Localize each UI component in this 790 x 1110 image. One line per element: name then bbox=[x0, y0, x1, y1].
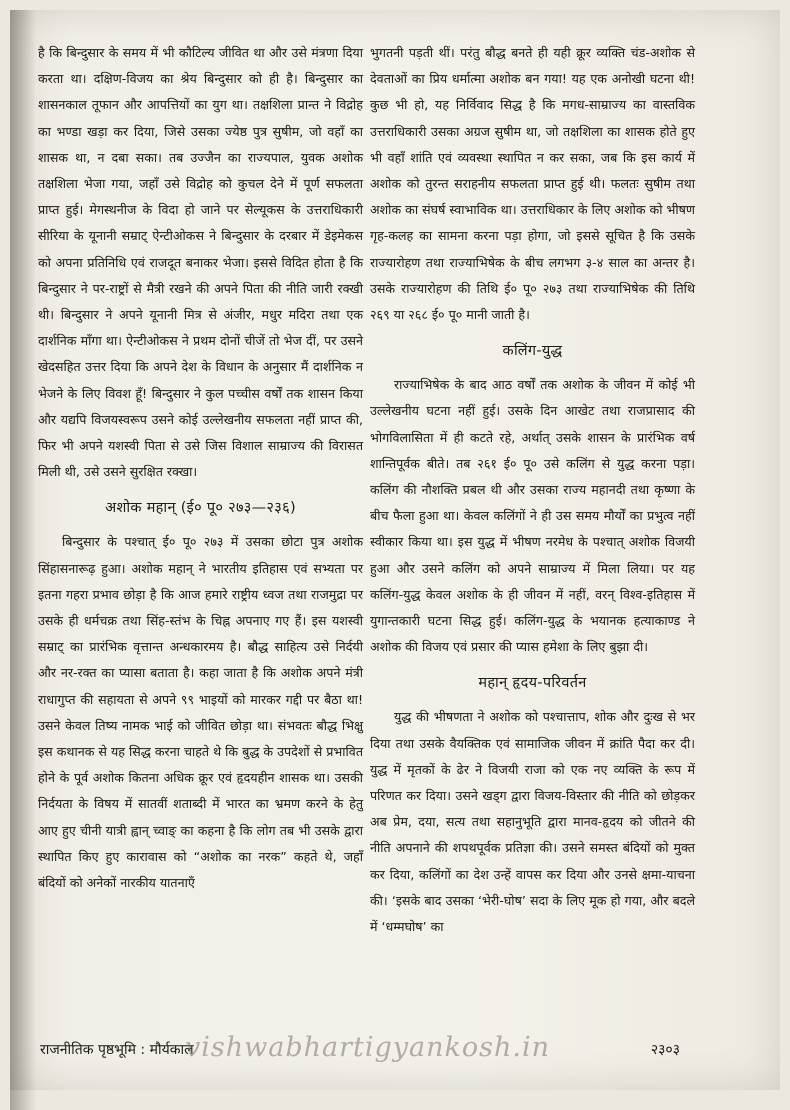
watermark: vishwabhartigyankosh.in bbox=[185, 1032, 550, 1063]
right-column bbox=[370, 40, 695, 940]
right-paragraph-3: युद्ध की भीषणता ने अशोक को पश्चात्ताप, शोक और दुःख से भर दिया तथा उसके वैयक्तिक एवं सामाजिक जीवन में क्रांति पैदा कर दी। युद्ध में मृतकों के ढेर ने विजयी राजा को एक नए व्यक्ति के रूप में परिणत कर दिया। उसने खड्ग द्वारा विजय-विस्तार की नीति को छोड़कर अब प्रेम, दया, सत्य तथा सहानुभूति द्वारा मानव-हृदय को जीतने की नीति अपनाने की शपथपूर्वक प्रतिज्ञा की। उसने समस्त बंदियों को मुक्त कर दिया, कलिंगों का देश उन्हें वापस कर दिया और उनसे क्षमा-याचना की। ‘इसके बाद उसका ‘भेरी-घोष’ सदा के लिए मूक हो गया, और बदले में ‘धम्मघोष’ का bbox=[370, 709, 695, 935]
right-paragraph-2: राज्याभिषेक के बाद आठ वर्षों तक अशोक के जीवन में कोई भी उल्लेखनीय घटना नहीं हुई। उसके दिन आखेट तथा राजप्रासाद की भोगविलासिता में ही कटते रहे, अर्थात् उसके शासन के प्रारंभिक वर्ष शान्तिपूर्वक बीते। तब २६१ ई० पू० उसे कलिंग से युद्ध करना पड़ा। कलिंग की नौशक्ति प्रबल थी और उसका राज्य महानदी तथा कृष्णा के बीच फैला हुआ था। केवल कलिंगों ने ही उस समय मौर्यों का प्रभुत्व नहीं स्वीकार किया था। इस युद्ध में भीषण नरमेध के पश्चात् अशोक विजयी हुआ और उसने कलिंग को अपने साम्राज्य में मिला लिया। पर यह कलिंग-युद्ध केवल अशोक के ही जीवन में नहीं, वरन् विश्व-इतिहास में युगान्तकारी घटना सिद्ध हुई। कलिंग-युद्ध के भयानक हत्याकाण्ड ने अशोक की विजय एवं प्रसार की प्यास हमेशा के लिए बुझा दी। bbox=[370, 377, 695, 655]
right-paragraph-1: भुगतनी पड़ती थीं। परंतु बौद्ध बनते ही यही क्रूर व्यक्ति चंड-अशोक से देवताओं का प्रिय धर्मात्मा अशोक बन गया! यह एक अनोखी घटना थी! कुछ भी हो, यह निर्विवाद सिद्ध है कि मगध-साम्राज्य का वास्तविक उत्तराधिकारी उसका अग्रज सुषीम था, जो तक्षशिला का शासक होते हुए भी वहाँ शांति एवं व्यवस्था स्थापित न कर सका, जब कि इस कार्य में अशोक को तुरन्त सराहनीय सफलता प्राप्त हुई थी। फलतः सुषीम तथा अशोक का संघर्ष स्वाभाविक था। उत्तराधिकार के लिए अशोक को भीषण गृह-कलह का सामना करना पड़ा होगा, जो इससे सूचित है कि उसके राज्यारोहण तथा राज्याभिषेक के बीच लगभग ३-४ साल का अन्तर है। उसके राज्यारोहण की तिथि ई० पू० २७३ तथा राज्याभिषेक की तिथि २६९ या २६८ ई० पू० मानी जाती है। bbox=[370, 45, 695, 323]
section-heading-kalinga: कलिंग-युद्ध bbox=[502, 343, 563, 360]
section-heading-ashoka: अशोक महान् (ई० पू० २७३—२३६) bbox=[105, 500, 296, 517]
left-paragraph-1: है कि बिन्दुसार के समय में भी कौटिल्य जीवित था और उसे मंत्रणा दिया करता था। दक्षिण-विजय का श्रेय बिन्दुसार को ही है। बिन्दुसार का शासनकाल तूफान और आपत्तियों का युग था। तक्षशिला प्रान्त ने विद्रोह का भण्डा खड़ा कर दिया, जिसे उसका ज्येष्ठ पुत्र सुषीम, जो वहाँ का शासक था, न दबा सका। तब उज्जैन का राज्यपाल, युवक अशोक तक्षशिला भेजा गया, जहाँ उसे विद्रोह को कुचल देने में पूर्ण सफलता प्राप्त हुई। मेगस्थनीज के विदा हो जाने पर सेल्यूकस के उत्तराधिकारी सीरिया के यूनानी सम्राट् ऐन्टीओकस ने बिन्दुसार के दरबार में डेइमेकस को अपना प्रतिनिधि एवं राजदूत बनाकर भेजा। इससे विदित होता है कि बिन्दुसार ने पर-राष्ट्रों से मैत्री रखने की अपने पिता की नीति जारी रक्खी थी। बिन्दुसार ने अपने यूनानी मित्र से अंजीर, मधुर मदिरा तथा एक दार्शनिक माँगा था। ऐन्टीओकस ने प्रथम दोनों चीजें तो भेज दीं, पर उसने खेदसहित उत्तर दिया कि अपने देश के विधान के अनुसार मैं दार्शनिक न भेजने के लिए विवश हूँ! बिन्दुसार ने कुल पच्चीस वर्षों तक शासन किया और यद्यपि विजयस्वरूप उसने कोई उल्लेखनीय सफलता नहीं प्राप्त की, फिर भी अपने यशस्वी पिता से उसे जिस विशाल साम्राज्य की विरासत मिली थी, उसे उसने सुरक्षित रक्खा। bbox=[38, 45, 363, 480]
page-number: २३०३ bbox=[650, 1042, 680, 1058]
running-head: राजनीतिक पृष्ठभूमि : मौर्यकाल bbox=[40, 1042, 194, 1058]
gutter-shadow bbox=[10, 10, 36, 1110]
left-column bbox=[38, 40, 363, 896]
section-heading-transformation: महान् हृदय-परिवर्तन bbox=[478, 675, 587, 692]
book-page bbox=[10, 10, 780, 1090]
left-paragraph-2: बिन्दुसार के पश्चात् ई० पू० २७३ में उसका छोटा पुत्र अशोक सिंहासनारूढ़ हुआ। अशोक महान् ने भारतीय इतिहास एवं सभ्यता पर इतना गहरा प्रभाव छोड़ा है कि आज हमारे राष्ट्रीय ध्वज तथा राजमुद्रा पर उसके ही धर्मचक्र तथा सिंह-स्तंभ के चिह्न अपनाए गए हैं। इस यशस्वी सम्राट् का प्रारंभिक वृत्तान्त अन्धकारमय है। बौद्ध साहित्य उसे निर्दयी और नर-रक्त का प्यासा बताता है। कहा जाता है कि अशोक अपने मंत्री राधागुप्त की सहायता से अपने ९९ भाइयों को मारकर गद्दी पर बैठा था! उसने केवल तिष्य नामक भाई को जीवित छोड़ा था। संभवतः बौद्ध भिक्षु इस कथानक से यह सिद्ध करना चाहते थे कि बुद्ध के उपदेशों से प्रभावित होने के पूर्व अशोक कितना अधिक क्रूर एवं हृदयहीन शासक था। उसकी निर्दयता के विषय में सातवीं शताब्दी में भारत का भ्रमण करने के हेतु आए हुए चीनी यात्री ह्वान् च्वाङ् का कहना है कि लोग तब भी उसके द्वारा स्थापित किए हुए कारावास को “अशोक का नरक” कहते थे, जहाँ बंदियों को अनेकों नारकीय यातनाएँ bbox=[38, 534, 363, 891]
